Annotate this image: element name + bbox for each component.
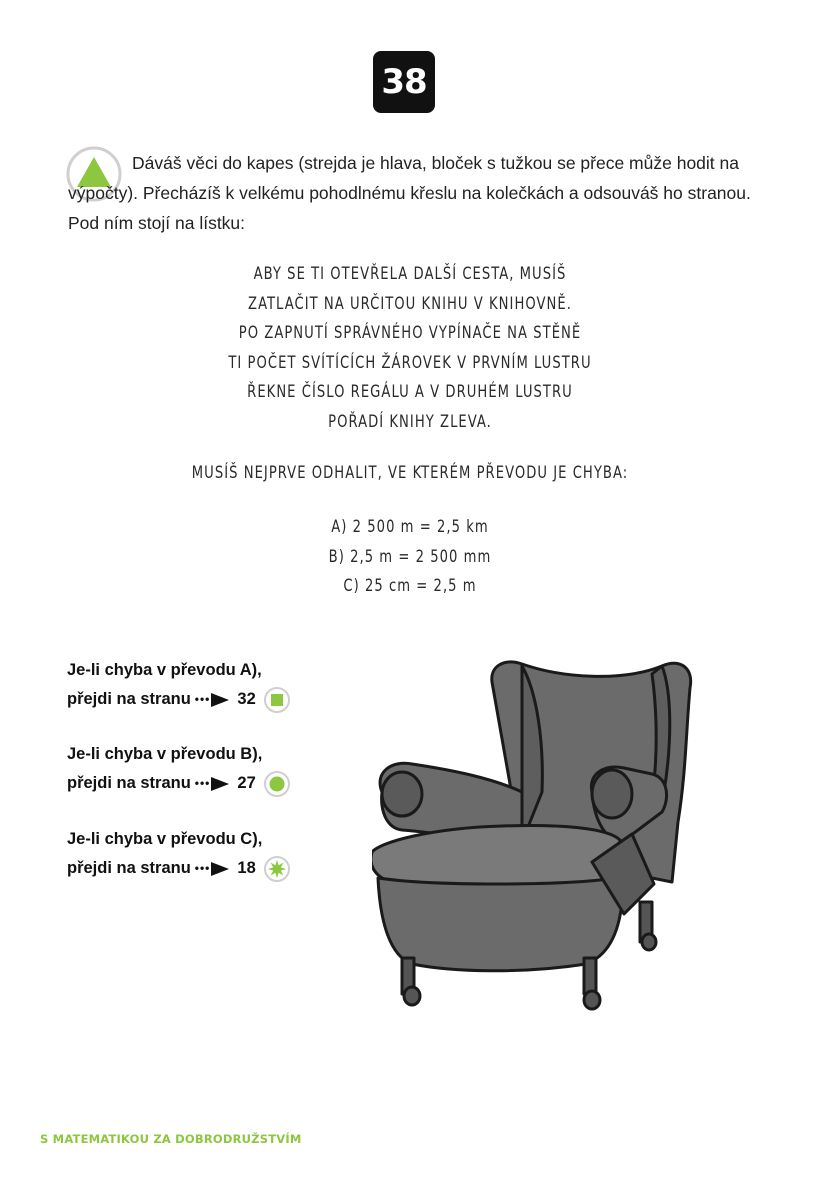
intro-paragraph: Dáváš věci do kapes (strejda je hlava, bloček s tužkou se přece může hodit na výpočty). Přecházíš k velkému pohodlnému křeslu na kolečkách a odsouváš ho stranou. Pod ním stojí na lístku: [68, 153, 751, 233]
choice-goto-label: přejdi na stranu [67, 690, 191, 708]
choice-condition: Je-li chyba v převodu A), [67, 661, 262, 679]
arrow-right-icon: ••• [195, 769, 230, 798]
choice-target-page[interactable]: 27 [237, 774, 256, 792]
page-number: 38 [373, 51, 435, 113]
star-icon [264, 856, 290, 882]
circle-icon [264, 771, 290, 797]
note-line: PO ZAPNUTÍ SPRÁVNÉHO VYPÍNAČE NA STĚNĚ [238, 323, 582, 343]
option-a: A) 2 500 m = 2,5 km [331, 517, 489, 537]
choice-condition: Je-li chyba v převodu C), [67, 830, 263, 848]
choice-a[interactable] [67, 656, 327, 714]
choice-c[interactable] [67, 825, 327, 883]
note-text [161, 260, 660, 437]
option-c: C) 25 cm = 2,5 m [343, 576, 477, 596]
choice-b[interactable] [67, 740, 327, 798]
note-line: ZATLAČIT NA URČITOU KNIHU V KNIHOVNĚ. [248, 293, 572, 314]
note-line: POŘADÍ KNIHY ZLEVA. [328, 411, 492, 432]
arrow-right-icon: ••• [195, 685, 230, 714]
choice-goto-label: přejdi na stranu [67, 774, 191, 792]
note-line: ABY SE TI OTEVŘELA DALŠÍ CESTA, MUSÍŠ [253, 264, 567, 284]
arrow-right-icon: ••• [195, 854, 230, 883]
note-question: MUSÍŠ NEJPRVE ODHALIT, VE KTERÉM PŘEVODU JE CHYBA: [191, 463, 629, 483]
choice-goto-label: přejdi na stranu [67, 859, 191, 877]
square-icon [264, 687, 290, 713]
footer-series-title: S MATEMATIKOU ZA DOBRODRUŽSTVÍM [40, 1132, 302, 1146]
note-options [161, 513, 660, 602]
choice-condition: Je-li chyba v převodu B), [67, 745, 263, 763]
choice-target-page[interactable]: 18 [237, 859, 256, 877]
armchair-illustration [372, 652, 702, 1022]
choice-target-page[interactable]: 32 [237, 690, 256, 708]
note-line: TI POČET SVÍTÍCÍCH ŽÁROVEK V PRVNÍM LUSTRU [228, 352, 592, 373]
option-b: B) 2,5 m = 2 500 mm [328, 546, 492, 567]
note-line: ŘEKNE ČÍSLO REGÁLU A V DRUHÉM LUSTRU [247, 382, 573, 402]
